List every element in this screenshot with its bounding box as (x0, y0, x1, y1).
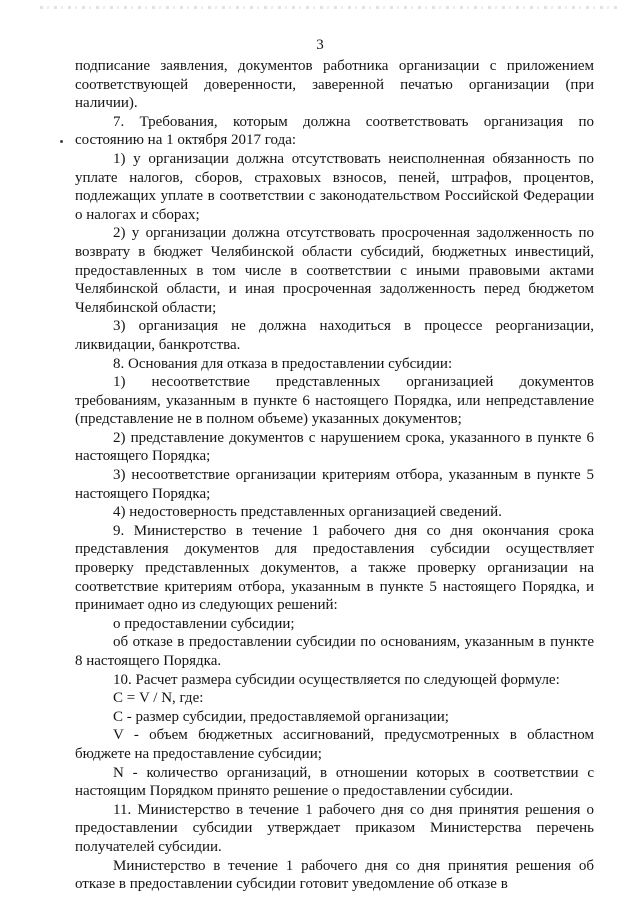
scan-artifact-line (40, 6, 620, 9)
paragraph-requirement-3: 3) организация не должна находиться в процессе реорганизации, ликвидации, банкротства. (75, 318, 594, 353)
paragraph-requirement-1: 1) у организации должна отсутствовать неисполненная обязанность по уплате налогов, сборов, страховых взносов, пеней, штрафов, процентов, подлежащих уплате в соответствии с законодательством Российской Федерации о налогах и сборах; (75, 150, 594, 223)
paragraph-refusal-1: 1) несоответствие представленных организацией документов требованиям, указанным в пункте 6 настоящего Порядка, или непредставление (представление не в полном объеме) указанных документов; (75, 374, 594, 428)
scan-dot-mark (60, 140, 63, 143)
paragraph-decision-refuse: об отказе в предоставлении субсидии по основаниям, указанным в пункте 8 настоящего Порядка. (75, 634, 594, 669)
paragraph-section-8: 8. Основания для отказа в предоставлении субсидии: (113, 355, 453, 372)
paragraph-continuation: подписание заявления, документов работника организации с приложением соответствующей доверенности, заверенной печатью организации (при наличии). (75, 58, 594, 112)
paragraph-refusal-notice: Министерство в течение 1 рабочего дня со дня принятия решения об отказе в предоставлении субсидии готовит уведомление об отказе в (75, 857, 594, 893)
formula: С = V / N, где: (113, 690, 204, 707)
paragraph-requirement-2: 2) у организации должна отсутствовать просроченная задолженность по возврату в бюджет Челябинской области субсидий, бюджетных инвестиций, предоставленных в том числе в соответствии с иными правовыми актами Челябинской области, и иная просроченная задолженность перед бюджетом Челябинской области; (75, 225, 594, 316)
paragraph-refusal-2: 2) представление документов с нарушением срока, указанного в пункте 6 настоящего Порядка; (75, 429, 594, 465)
formula-definition-v: V - объем бюджетных ассигнований, предусмотренных в областном бюджете на предоставление субсидии; (75, 727, 594, 762)
document-body (75, 57, 594, 894)
paragraph-decision-grant: о предоставлении субсидии; (113, 615, 295, 632)
paragraph-section-7: 7. Требования, которым должна соответствовать организация по состоянию на 1 октября 2017 года: (75, 113, 594, 149)
paragraph-section-10: 10. Расчет размера субсидии осуществляется по следующей формуле: (113, 671, 560, 688)
paragraph-refusal-3: 3) несоответствие организации критериям отбора, указанным в пункте 5 настоящего Порядка; (75, 467, 594, 502)
paragraph-section-11: 11. Министерство в течение 1 рабочего дня со дня принятия решения о предоставлении субсидии утверждает приказом Министерства перечень получателей субсидии. (75, 801, 594, 855)
paragraph-section-9: 9. Министерство в течение 1 рабочего дня со дня окончания срока представления документов для предоставления субсидии осуществляет проверку представленных документов, а также проверку организации на соответствие критериям отбора, указанным в пункте 5 настоящего Порядка, и принимает одно из следующих решений: (75, 522, 594, 614)
page-number: 3 (316, 37, 324, 53)
paragraph-refusal-4: 4) недостоверность представленных организацией сведений. (113, 504, 502, 521)
formula-definition-n: N - количество организаций, в отношении которых в соответствии с настоящим Порядком принято решение о предоставлении субсидии. (75, 764, 594, 800)
formula-definition-c: С - размер субсидии, предоставляемой организации; (113, 708, 449, 725)
